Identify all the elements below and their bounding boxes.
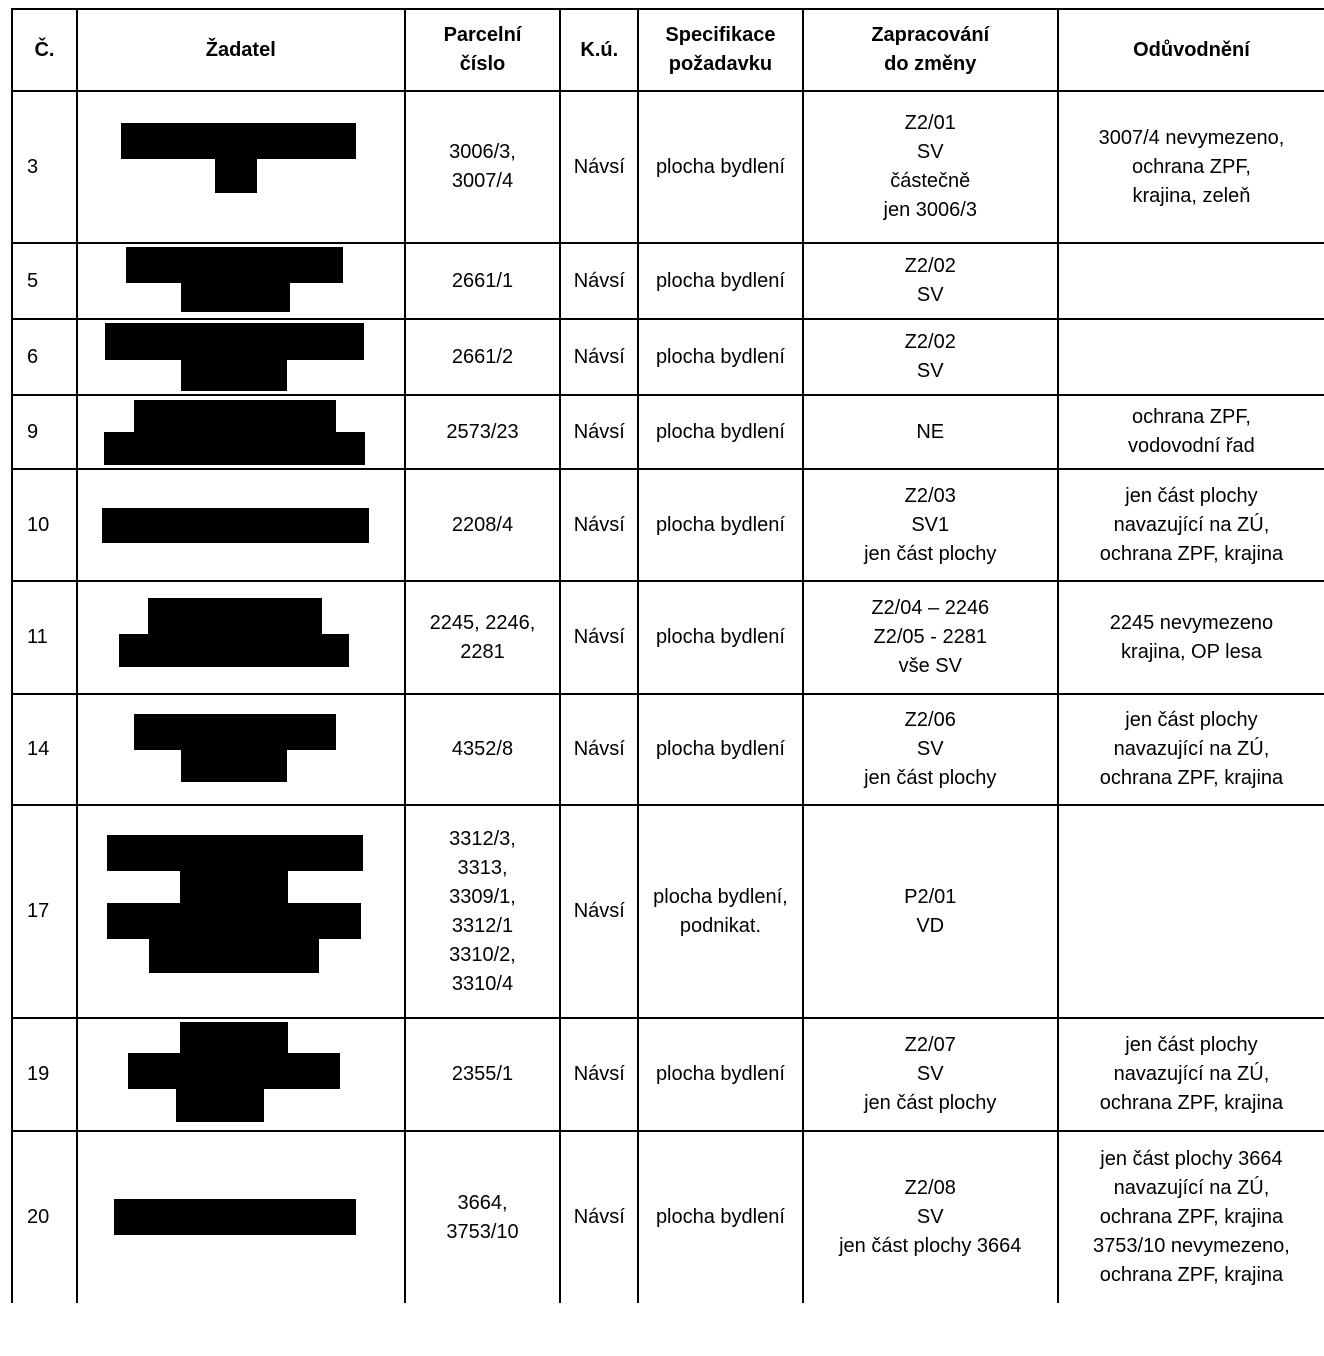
parcel-number: 2245, 2246, 2281: [405, 581, 561, 694]
header-zadatel: Žadatel: [77, 9, 405, 91]
cadastral-area: Návsí: [560, 91, 638, 243]
cadastral-area: Návsí: [560, 243, 638, 319]
row-number: 6: [12, 319, 77, 395]
header-parcelni-cislo: Parcelní číslo: [405, 9, 561, 91]
header-cislo: Č.: [12, 9, 77, 91]
header-oduvodneni: Odůvodnění: [1058, 9, 1324, 91]
incorporation: Z2/03 SV1 jen část plochy: [803, 469, 1058, 581]
justification: [1058, 243, 1324, 319]
applicant-redacted: [77, 243, 405, 319]
justification: jen část plochy navazující na ZÚ, ochrana ZPF, krajina: [1058, 1018, 1324, 1131]
header-zapracovani: Zapracování do změny: [803, 9, 1058, 91]
row-number: 11: [12, 581, 77, 694]
incorporation: Z2/07 SV jen část plochy: [803, 1018, 1058, 1131]
justification: jen část plochy 3664 navazující na ZÚ, ochrana ZPF, krajina 3753/10 nevymezeno, ochrana ZPF, krajina: [1058, 1131, 1324, 1303]
justification: 3007/4 nevymezeno, ochrana ZPF, krajina, zeleň: [1058, 91, 1324, 243]
incorporation: Z2/02 SV: [803, 243, 1058, 319]
parcel-number: 2661/1: [405, 243, 561, 319]
request-specification: plocha bydlení: [638, 581, 802, 694]
request-specification: plocha bydlení, podnikat.: [638, 805, 802, 1018]
applicant-redacted: [77, 694, 405, 805]
justification: jen část plochy navazující na ZÚ, ochrana ZPF, krajina: [1058, 469, 1324, 581]
applicant-redacted: [77, 469, 405, 581]
table-row: [12, 395, 1324, 469]
parcel-number: 3664, 3753/10: [405, 1131, 561, 1303]
request-specification: plocha bydlení: [638, 395, 802, 469]
table-row: [12, 319, 1324, 395]
parcel-number: 3312/3, 3313, 3309/1, 3312/1 3310/2, 3310/4: [405, 805, 561, 1018]
request-specification: plocha bydlení: [638, 1131, 802, 1303]
applicant-redacted: [77, 91, 405, 243]
incorporation: Z2/06 SV jen část plochy: [803, 694, 1058, 805]
justification: 2245 nevymezeno krajina, OP lesa: [1058, 581, 1324, 694]
table-row: [12, 1131, 1324, 1303]
request-specification: plocha bydlení: [638, 243, 802, 319]
justification: jen část plochy navazující na ZÚ, ochrana ZPF, krajina: [1058, 694, 1324, 805]
justification: [1058, 805, 1324, 1018]
table-row: [12, 581, 1324, 694]
parcel-number: 2661/2: [405, 319, 561, 395]
table-row: [12, 694, 1324, 805]
cadastral-area: Návsí: [560, 469, 638, 581]
incorporation: NE: [803, 395, 1058, 469]
request-specification: plocha bydlení: [638, 1018, 802, 1131]
applicant-redacted: [77, 1018, 405, 1131]
justification: [1058, 319, 1324, 395]
header-row: [12, 9, 1324, 91]
table-row: [12, 1018, 1324, 1131]
applicant-redacted: [77, 319, 405, 395]
row-number: 14: [12, 694, 77, 805]
applicant-redacted: [77, 805, 405, 1018]
parcel-number: 2208/4: [405, 469, 561, 581]
cadastral-area: Návsí: [560, 395, 638, 469]
applicant-redacted: [77, 581, 405, 694]
cadastral-area: Návsí: [560, 1018, 638, 1131]
justification: ochrana ZPF, vodovodní řad: [1058, 395, 1324, 469]
row-number: 19: [12, 1018, 77, 1131]
cadastral-area: Návsí: [560, 319, 638, 395]
cadastral-area: Návsí: [560, 805, 638, 1018]
incorporation: Z2/02 SV: [803, 319, 1058, 395]
row-number: 5: [12, 243, 77, 319]
table-row: [12, 243, 1324, 319]
applicant-redacted: [77, 1131, 405, 1303]
table-row: [12, 805, 1324, 1018]
header-ku: K.ú.: [560, 9, 638, 91]
cadastral-area: Návsí: [560, 581, 638, 694]
applicant-redacted: [77, 395, 405, 469]
parcel-number: 2573/23: [405, 395, 561, 469]
row-number: 10: [12, 469, 77, 581]
incorporation: P2/01 VD: [803, 805, 1058, 1018]
cadastral-area: Návsí: [560, 694, 638, 805]
request-specification: plocha bydlení: [638, 91, 802, 243]
table-row: [12, 91, 1324, 243]
row-number: 20: [12, 1131, 77, 1303]
cadastral-area: Návsí: [560, 1131, 638, 1303]
row-number: 17: [12, 805, 77, 1018]
parcel-number: 4352/8: [405, 694, 561, 805]
parcel-number: 2355/1: [405, 1018, 561, 1131]
parcel-number: 3006/3, 3007/4: [405, 91, 561, 243]
row-number: 9: [12, 395, 77, 469]
row-number: 3: [12, 91, 77, 243]
request-specification: plocha bydlení: [638, 694, 802, 805]
header-specifikace: Specifikace požadavku: [638, 9, 802, 91]
request-specification: plocha bydlení: [638, 469, 802, 581]
incorporation: Z2/04 – 2246 Z2/05 - 2281 vše SV: [803, 581, 1058, 694]
incorporation: Z2/08 SV jen část plochy 3664: [803, 1131, 1058, 1303]
requests-table: [11, 8, 1324, 1303]
table-row: [12, 469, 1324, 581]
incorporation: Z2/01 SV částečně jen 3006/3: [803, 91, 1058, 243]
request-specification: plocha bydlení: [638, 319, 802, 395]
